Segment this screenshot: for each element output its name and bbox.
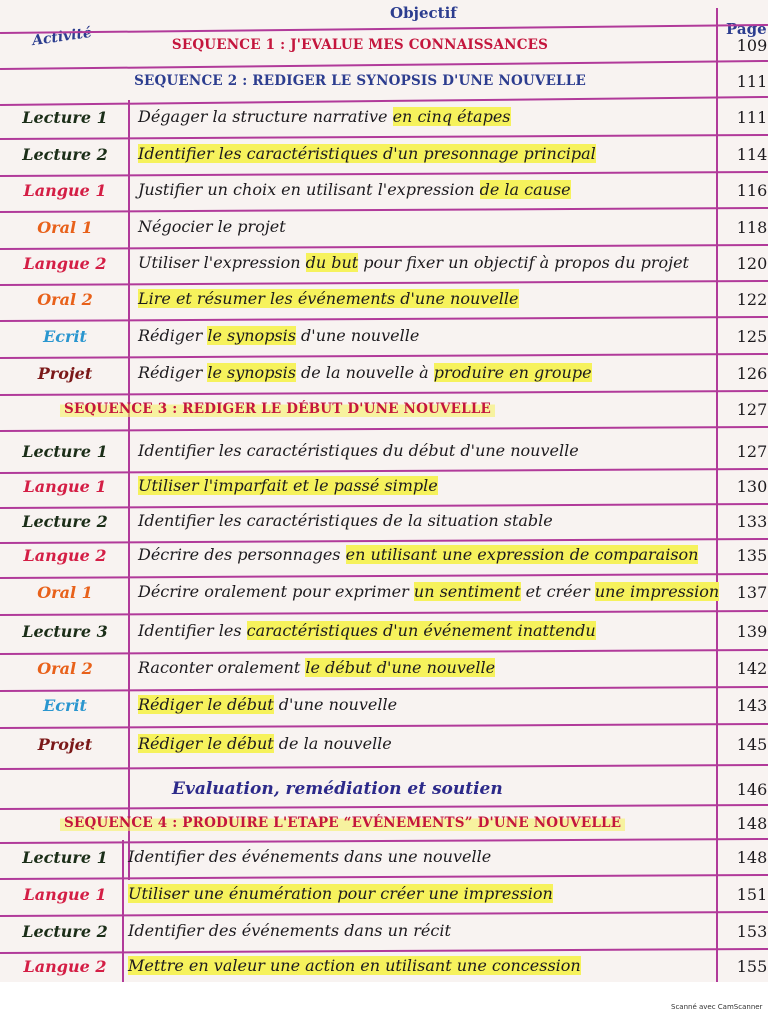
page-number: 127 <box>736 400 768 419</box>
phrase: d'une nouvelle <box>273 695 398 714</box>
row-rule <box>0 764 768 770</box>
objective-text <box>138 584 719 600</box>
activity-label: Ecrit <box>43 696 87 715</box>
phrase: Raconter oralement <box>138 658 306 677</box>
header-activity: Activité <box>31 24 93 50</box>
phrase: de la nouvelle <box>273 734 392 753</box>
activity-label: Ecrit <box>43 327 87 346</box>
page-number: 153 <box>736 922 768 941</box>
page-number: 143 <box>736 696 768 715</box>
activity-label: Oral 2 <box>37 659 93 678</box>
highlighted-phrase: Lire et résumer les événements d'une nouvelle <box>138 289 519 308</box>
phrase: pour fixer un objectif à propos du projet <box>358 253 689 272</box>
highlighted-phrase: caractéristiques <box>246 621 378 640</box>
row-rule <box>0 838 768 844</box>
row-rule <box>0 723 768 729</box>
objective-text <box>128 886 553 902</box>
page-number: 111 <box>736 108 768 127</box>
row-rule <box>0 686 768 692</box>
highlighted-phrase: en utilisant une expression de comparaison <box>345 545 699 564</box>
activity-label: Lecture 1 <box>22 442 108 461</box>
row-rule <box>0 280 768 286</box>
row-rule <box>0 60 768 70</box>
phrase: Rédiger <box>138 326 208 345</box>
row-rule <box>0 316 768 322</box>
highlighted-phrase: d'un événement inattendu <box>377 621 596 640</box>
page-number: 118 <box>736 218 768 237</box>
page-number: 146 <box>736 780 768 799</box>
row-rule <box>0 538 768 544</box>
page-number: 133 <box>736 512 768 531</box>
objective-text <box>138 219 286 235</box>
objective-text <box>128 923 451 939</box>
phrase: Justifier un choix en utilisant l'expression <box>138 180 480 199</box>
objective-text <box>138 623 596 639</box>
header-objective: Objectif <box>390 4 457 22</box>
highlighted-phrase: produire en groupe <box>433 363 592 382</box>
objective-text <box>138 697 397 713</box>
activity-label: Lecture 1 <box>22 108 108 127</box>
row-rule <box>0 390 768 396</box>
row-rule <box>0 96 768 106</box>
row-rule <box>0 874 768 880</box>
page-number: 125 <box>736 327 768 346</box>
phrase: Identifier des événements dans un récit <box>128 921 451 940</box>
phrase: Identifier les caractéristiques de la situation stable <box>138 511 553 530</box>
phrase: et créer <box>520 582 595 601</box>
activity-label: Lecture 2 <box>22 145 108 164</box>
sequence-heading: SEQUENCE 3 : REDIGER LE DÉBUT D'UNE NOUVELLE <box>60 403 495 417</box>
page-number: 148 <box>736 814 768 833</box>
phrase: Rédiger <box>138 363 208 382</box>
page-number: 148 <box>736 848 768 867</box>
highlighted-phrase: un sentiment <box>413 582 521 601</box>
activity-label: Lecture 2 <box>22 922 108 941</box>
objective-text <box>128 849 491 865</box>
phrase: Dégager la structure narrative <box>138 107 393 126</box>
row-rule <box>0 207 768 213</box>
objective-text <box>138 109 511 125</box>
highlighted-phrase: de la cause <box>479 180 571 199</box>
activity-label: Langue 2 <box>23 254 107 273</box>
page-number: 122 <box>736 290 768 309</box>
phrase: Utiliser l'expression <box>138 253 306 272</box>
objective-text <box>128 958 581 974</box>
page-number: 145 <box>736 735 768 754</box>
highlighted-phrase: en utilisant une concession <box>360 956 581 975</box>
column-rule-left <box>128 100 130 880</box>
row-rule <box>0 503 768 509</box>
page-number: 109 <box>736 36 768 55</box>
page-number: 151 <box>736 885 768 904</box>
objective-text <box>138 547 698 563</box>
page-number: 116 <box>736 181 768 200</box>
row-rule <box>0 24 768 34</box>
activity-label: Projet <box>37 735 93 754</box>
page-number: 111 <box>736 72 768 91</box>
sequence-heading: SEQUENCE 4 : PRODUIRE L'ETAPE “EVÉNEMENTS” D'UNE NOUVELLE <box>60 817 625 831</box>
objective-text <box>138 365 592 381</box>
objective-text <box>138 146 596 162</box>
highlighted-phrase: du but <box>305 253 359 272</box>
activity-label: Langue 1 <box>23 885 107 904</box>
row-rule <box>0 804 768 810</box>
highlighted-phrase: en cinq étapes <box>392 107 511 126</box>
highlighted-phrase: le début d'une nouvelle <box>305 658 496 677</box>
objective-text <box>138 736 392 752</box>
activity-label: Projet <box>37 364 93 383</box>
highlighted-phrase: Utiliser l'imparfait et le passé simple <box>138 476 438 495</box>
phrase: Décrire des personnages <box>138 545 346 564</box>
evaluation-heading: Evaluation, remédiation et soutien <box>172 779 503 799</box>
phrase: Identifier des événements dans une nouvelle <box>128 847 492 866</box>
row-rule <box>0 468 768 474</box>
page-number: 135 <box>736 546 768 565</box>
row-rule <box>0 134 768 140</box>
highlighted-phrase: Rédiger le début <box>138 734 274 753</box>
page-number: 137 <box>736 583 768 602</box>
highlighted-phrase: Identifier les caractéristiques d'un presonnage principal <box>138 144 596 163</box>
page-number: 142 <box>736 659 768 678</box>
highlighted-phrase: le synopsis <box>207 363 296 382</box>
activity-label: Langue 1 <box>23 477 107 496</box>
row-rule <box>0 911 768 917</box>
phrase: d'une nouvelle <box>295 326 420 345</box>
page-number: 114 <box>736 145 768 164</box>
row-rule <box>0 948 768 954</box>
row-rule <box>0 573 768 579</box>
column-rule-right <box>716 8 718 982</box>
page-number: 155 <box>736 957 768 976</box>
scanner-watermark: Scanné avec CamScanner <box>671 1003 763 1011</box>
header-page: Page <box>726 20 767 38</box>
highlighted-phrase: Rédiger le début <box>138 695 274 714</box>
objective-text <box>138 660 495 676</box>
activity-label: Oral 2 <box>37 290 93 309</box>
row-rule <box>0 171 768 177</box>
objective-text <box>138 328 419 344</box>
sequence-heading: SEQUENCE 2 : REDIGER LE SYNOPSIS D'UNE NOUVELLE <box>134 73 586 89</box>
row-rule <box>0 610 768 616</box>
row-rule <box>0 244 768 250</box>
activity-label: Langue 2 <box>23 957 107 976</box>
phrase: Décrire oralement pour exprimer <box>138 582 414 601</box>
sequence-heading: SEQUENCE 1 : J'EVALUE MES CONNAISSANCES <box>171 37 549 53</box>
page-number: 120 <box>736 254 768 273</box>
phrase: de la nouvelle à <box>295 363 434 382</box>
phrase: Identifier les <box>138 621 247 640</box>
page-number: 130 <box>736 477 768 496</box>
highlighted-phrase: Utiliser une énumération pour créer une impression <box>128 884 553 903</box>
page-number: 139 <box>736 622 768 641</box>
activity-label: Langue 1 <box>23 181 107 200</box>
objective-text <box>138 478 438 494</box>
highlighted-phrase: le synopsis <box>207 326 296 345</box>
row-rule <box>0 649 768 655</box>
objective-text <box>138 291 519 307</box>
phrase: Négocier le projet <box>138 217 286 236</box>
activity-label: Lecture 2 <box>22 512 108 531</box>
highlighted-phrase: une impression <box>594 582 720 601</box>
activity-label: Lecture 3 <box>22 622 108 641</box>
row-rule <box>0 426 768 432</box>
objective-text <box>138 182 571 198</box>
objective-text <box>138 513 553 529</box>
phrase: Identifier les caractéristiques du début d'une nouvelle <box>138 441 579 460</box>
activity-label: Lecture 1 <box>22 848 108 867</box>
objective-text <box>138 255 689 271</box>
activity-label: Oral 1 <box>37 583 93 602</box>
page-number: 126 <box>736 364 768 383</box>
row-rule <box>0 353 768 359</box>
objective-text <box>138 443 579 459</box>
highlighted-phrase: Mettre en valeur une action <box>128 956 361 975</box>
activity-label: Langue 2 <box>23 546 107 565</box>
page-number: 127 <box>736 442 768 461</box>
activity-label: Oral 1 <box>37 218 93 237</box>
